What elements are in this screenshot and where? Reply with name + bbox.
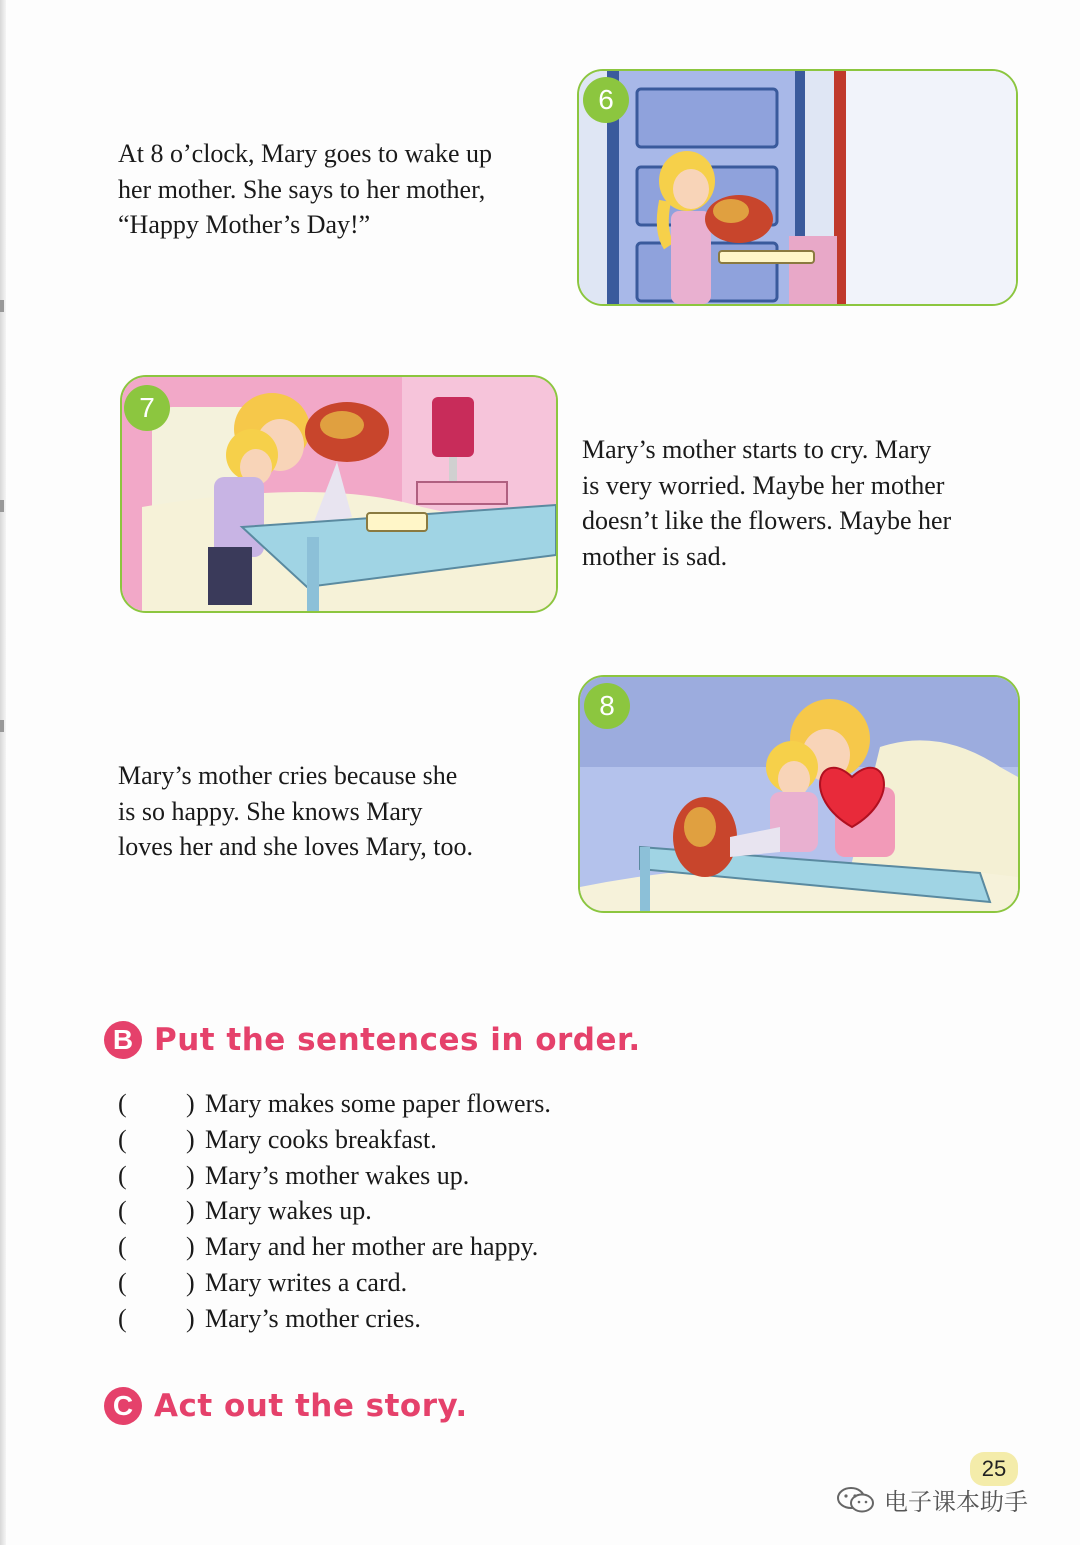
order-item-text: Mary’s mother cries. (205, 1303, 421, 1333)
answer-blank-close: ) (186, 1160, 195, 1190)
watermark (836, 1482, 1028, 1517)
story-text-8 (118, 758, 473, 865)
wechat-icon (836, 1485, 876, 1515)
section-c-heading (104, 1387, 468, 1425)
story-line: mother is sad. (582, 541, 728, 571)
answer-blank-open[interactable]: ( (118, 1089, 127, 1118)
story-line: At 8 o’clock, Mary goes to wake up (118, 139, 493, 168)
story-line: doesn’t like the flowers. Maybe her (582, 506, 952, 535)
order-item-text: Mary makes some paper flowers. (205, 1089, 551, 1118)
order-item-text: Mary and her mother are happy. (205, 1232, 539, 1262)
illustration-mother-crying (122, 377, 556, 611)
answer-blank-close: ) (186, 1232, 195, 1262)
section-title: Act out the story. (154, 1388, 468, 1424)
section-title: Put the sentences in order. (154, 1022, 641, 1058)
order-item-text: Mary writes a card. (205, 1267, 408, 1297)
page-spine (0, 0, 6, 1545)
story-line: is very worried. Maybe her mother (582, 470, 945, 500)
story-panel-7 (120, 375, 558, 613)
answer-blank-open[interactable]: ( (118, 1267, 127, 1297)
answer-blank-open[interactable]: ( (118, 1196, 127, 1226)
panel-number-badge: 7 (124, 385, 170, 431)
section-badge: B (104, 1021, 142, 1059)
answer-blank-open[interactable]: ( (118, 1232, 127, 1262)
story-line: her mother. She says to her mother, (118, 174, 486, 204)
story-line: is so happy. She knows Mary (118, 796, 423, 826)
answer-blank-open[interactable]: ( (118, 1303, 127, 1333)
story-line: loves her and she loves Mary, too. (118, 832, 474, 861)
panel-number-badge: 8 (584, 683, 630, 729)
illustration-mary-and-mother-happy (580, 677, 1018, 911)
answer-blank-open[interactable]: ( (118, 1160, 127, 1190)
panel-number-badge: 6 (583, 77, 629, 123)
spine-mark (0, 300, 4, 312)
story-line: “Happy Mother’s Day!” (118, 210, 371, 239)
story-text-7 (582, 432, 951, 574)
answer-blank-close: ) (186, 1089, 195, 1118)
order-item-text: Mary cooks breakfast. (205, 1124, 437, 1154)
story-panel-8 (578, 675, 1020, 913)
order-item-text: Mary’s mother wakes up. (205, 1160, 470, 1190)
answer-blank-close: ) (186, 1303, 195, 1333)
story-line: Mary’s mother cries because she (118, 761, 458, 790)
story-panel-6 (577, 69, 1018, 306)
order-item-text: Mary wakes up. (205, 1196, 372, 1226)
story-text-6 (118, 136, 492, 243)
section-b-heading (104, 1021, 641, 1059)
answer-blank-close: ) (186, 1196, 195, 1226)
answer-blank-close: ) (186, 1267, 195, 1297)
answer-blank-close: ) (186, 1124, 195, 1154)
answer-blank-open[interactable]: ( (118, 1124, 127, 1154)
section-badge: C (104, 1387, 142, 1425)
spine-mark (0, 500, 4, 512)
watermark-text: 电子课本助手 (884, 1488, 1028, 1516)
story-line: Mary’s mother starts to cry. Mary (582, 435, 932, 464)
illustration-mary-at-door (579, 71, 1016, 304)
page-number: 25 (970, 1452, 1018, 1486)
spine-mark (0, 720, 4, 732)
